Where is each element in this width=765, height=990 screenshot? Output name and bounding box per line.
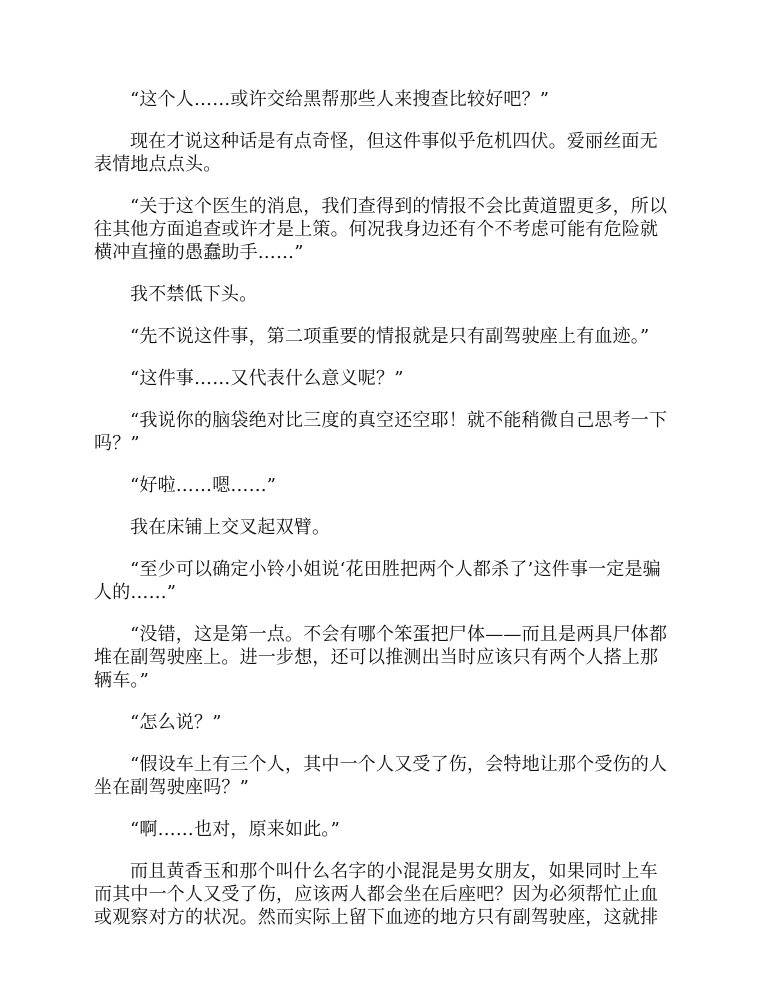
document-page: [94, 88, 674, 948]
paragraph-5: “先不说这件事，第二项重要的情报就是只有副驾驶座上有血迹。”: [130, 326, 650, 347]
paragraph-7: “我说你的脑袋绝对比三度的真空还空耶！就不能稍微自己思考一下吗？”: [94, 410, 668, 454]
paragraph-3: “关于这个医生的消息，我们查得到的情报不会比黄道盟更多，所以往其他方面追查或许才是上策。何况我身边还有个不考虑可能有危险就横冲直撞的愚蠢助手……”: [94, 196, 668, 263]
paragraph-15: 而且黄香玉和那个叫什么名字的小混混是男女朋友，如果同时上车而其中一个人又受了伤，应该两人都会坐在后座吧？因为必须帮忙止血或观察对方的状况。然而实际上留下血迹的地方只有副驾驶座，这就排: [94, 861, 659, 928]
paragraph-12: “怎么说？”: [130, 712, 222, 733]
paragraph-4: 我不禁低下头。: [130, 284, 258, 305]
paragraph-8: “好啦……嗯……”: [130, 475, 277, 496]
paragraph-13: “假设车上有三个人，其中一个人又受了伤，会特地让那个受伤的人坐在副驾驶座吗？”: [94, 754, 668, 798]
paragraph-14: “啊……也对，原来如此。”: [130, 819, 341, 840]
paragraph-1: “这个人……或许交给黑帮那些人来搜查比较好吧？”: [130, 89, 550, 110]
paragraph-9: 我在床铺上交叉起双臂。: [130, 517, 331, 538]
paragraph-6: “这件事……又代表什么意义呢？”: [130, 368, 404, 389]
paragraph-10: “至少可以确定小铃小姐说‘花田胜把两个人都杀了’这件事一定是骗人的……”: [94, 559, 661, 603]
paragraph-2: 现在才说这种话是有点奇怪，但这件事似乎危机四伏。爱丽丝面无表情地点点头。: [94, 131, 658, 175]
paragraph-11: “没错，这是第一点。不会有哪个笨蛋把尸体——而且是两具尸体都堆在副驾驶座上。进一步想，还可以推测出当时应该只有两个人搭上那辆车。”: [94, 624, 668, 691]
